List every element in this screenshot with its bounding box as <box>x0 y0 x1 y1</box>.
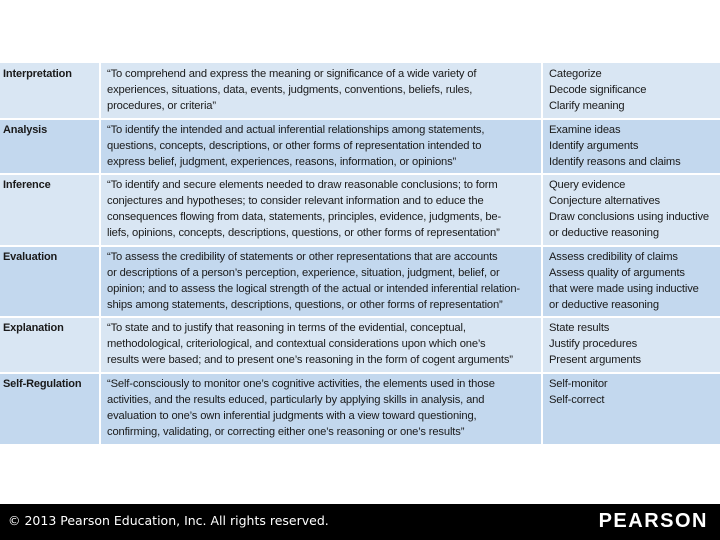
table-row <box>0 63 720 119</box>
skill-name: Evaluation <box>3 251 58 263</box>
skill-definition: “Self-consciously to monitor one’s cognitive activities, the elements used in those activities, and the results educed, particularly by applying skills in analysis, and evaluation to one’s own inferential judgments with a view toward questioning, confirming, validating, or correcting either one’s reasoning or one’s results” <box>107 378 495 438</box>
table-row <box>0 246 720 317</box>
subskills-list: Self-monitor Self-correct <box>549 378 608 406</box>
skill-name: Self-Regulation <box>3 378 82 390</box>
copyright-notice: © 2013 Pearson Education, Inc. All rights reserved. <box>8 513 329 528</box>
subskills-list: Examine ideas Identify arguments Identify reasons and claims <box>549 124 681 168</box>
skill-name: Inference <box>3 179 51 191</box>
subskills-list: Assess credibility of claims Assess quality of arguments that were made using inductive or deductive reasoning <box>549 251 699 311</box>
subskills-list: Query evidence Conjecture alternatives Draw conclusions using inductive or deductive reasoning <box>549 179 709 239</box>
table-row <box>0 373 720 444</box>
table-row <box>0 119 720 174</box>
skill-definition: “To identify the intended and actual inferential relationships among statements, questions, concepts, descriptions, or other forms of representation intended to express belief, judgment, experiences, reasons, information, or opinions” <box>107 124 485 168</box>
slide-footer <box>0 504 720 540</box>
column-divider <box>99 63 101 444</box>
skill-definition: “To identify and secure elements needed to draw reasonable conclusions; to form conjectures and hypotheses; to consider relevant information and to educe the consequences flowing from data, statements, principles, evidence, judgments, be- liefs, opinions, concepts, descriptions, questions, or other forms of representation” <box>107 179 502 239</box>
skill-definition: “To assess the credibility of statements or other representations that are accounts or descriptions of a person’s perception, experience, situation, judgment, belief, or opinion; and to assess the logical strength of the actual or intended inferential relation- ships among statements, descriptions, questions, or other forms of representation” <box>107 251 520 311</box>
skill-name: Analysis <box>3 124 48 136</box>
table-row <box>0 174 720 246</box>
table-row <box>0 317 720 373</box>
skill-name: Interpretation <box>3 68 72 80</box>
row-divider <box>0 245 720 247</box>
row-divider <box>0 173 720 175</box>
subskills-list: State results Justify procedures Present arguments <box>549 322 641 366</box>
pearson-logo: PEARSON <box>598 510 708 532</box>
row-divider <box>0 118 720 120</box>
row-divider <box>0 372 720 374</box>
subskills-list: Categorize Decode significance Clarify meaning <box>549 68 647 112</box>
column-divider <box>541 63 543 444</box>
skill-definition: “To comprehend and express the meaning or significance of a wide variety of experiences, situations, data, events, judgments, conventions, beliefs, rules, procedures, or criteria” <box>107 68 477 112</box>
row-divider <box>0 316 720 318</box>
skill-definition: “To state and to justify that reasoning in terms of the evidential, conceptual, methodological, criteriological, and contextual considerations upon which one’s results were based; and to present one’s reasoning in the form of cogent arguments” <box>107 322 513 366</box>
skill-name: Explanation <box>3 322 64 334</box>
